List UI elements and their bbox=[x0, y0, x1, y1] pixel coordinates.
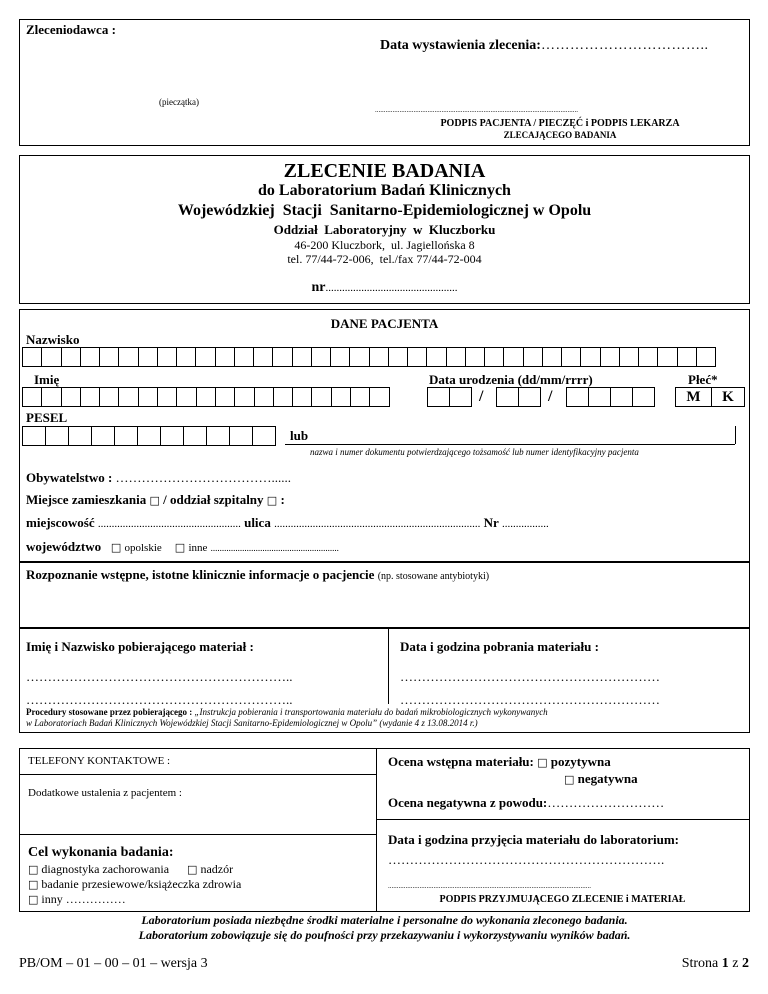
entry-cell[interactable] bbox=[254, 387, 274, 407]
entry-cell[interactable] bbox=[588, 387, 611, 407]
diagnosis-note: (np. stosowane antybiotyki) bbox=[377, 571, 490, 582]
signature-dots[interactable]: .................................................................................................................... bbox=[375, 106, 578, 114]
entry-cell[interactable] bbox=[369, 347, 389, 367]
supervision-label: nadzór bbox=[200, 862, 234, 876]
diagnosis-box[interactable] bbox=[19, 562, 750, 628]
negative-row bbox=[564, 771, 638, 787]
title-line2: do Laboratorium Badań Klinicznych bbox=[258, 182, 511, 199]
birth-year-cells[interactable] bbox=[566, 387, 654, 407]
entry-cell[interactable] bbox=[369, 387, 389, 407]
entry-cell[interactable] bbox=[446, 347, 466, 367]
house-nr-dots[interactable]: ................. bbox=[502, 518, 549, 530]
pesel-label: PESEL bbox=[26, 410, 68, 425]
entry-cell[interactable] bbox=[610, 387, 633, 407]
patient-box bbox=[19, 309, 750, 562]
sex-boxes[interactable] bbox=[675, 387, 745, 407]
entry-cell[interactable] bbox=[229, 426, 253, 446]
citizenship-dots[interactable]: ………………………………...... bbox=[115, 470, 292, 485]
phones-divider bbox=[20, 774, 376, 775]
entry-cell[interactable] bbox=[696, 347, 716, 367]
pesel-cells[interactable] bbox=[22, 426, 275, 446]
title-main: ZLECENIE BADANIA bbox=[283, 160, 486, 182]
footer-statement-2: Laboratorium zobowiązuje się do poufności przy przekazywaniu i wykorzystywaniu wyników badań. bbox=[138, 928, 631, 942]
entry-cell[interactable] bbox=[496, 387, 519, 407]
entry-cell[interactable] bbox=[542, 347, 562, 367]
entry-cell[interactable] bbox=[91, 426, 115, 446]
inne-checkbox[interactable]: □ bbox=[174, 541, 186, 554]
document-field-line[interactable] bbox=[285, 444, 735, 445]
entry-cell[interactable] bbox=[561, 347, 581, 367]
entry-cell[interactable] bbox=[677, 347, 697, 367]
entry-cell[interactable] bbox=[215, 387, 235, 407]
entry-cell[interactable] bbox=[292, 347, 312, 367]
entry-cell[interactable] bbox=[330, 347, 350, 367]
street-dots[interactable]: ........................................................................... bbox=[274, 518, 481, 530]
collector-dots-2[interactable]: …………………………………………………….. bbox=[26, 692, 293, 707]
entry-cell[interactable] bbox=[331, 387, 351, 407]
entry-cell[interactable] bbox=[234, 347, 254, 367]
surname-cells[interactable] bbox=[22, 347, 715, 367]
entry-cell[interactable] bbox=[80, 347, 100, 367]
inne-label: inne bbox=[188, 542, 208, 554]
signature-line2: ZLECAJĄCEGO BADANIA bbox=[503, 130, 617, 140]
residence-checkbox[interactable]: □ bbox=[149, 494, 160, 507]
entry-cell[interactable] bbox=[138, 387, 158, 407]
document-code: PB/OM – 01 – 00 – 01 – wersja 3 bbox=[19, 956, 208, 971]
entry-cell[interactable] bbox=[22, 426, 46, 446]
entry-cell[interactable] bbox=[426, 347, 446, 367]
order-number[interactable] bbox=[20, 280, 749, 296]
entry-cell[interactable] bbox=[215, 347, 235, 367]
citizenship-label: Obywatelstwo : bbox=[26, 470, 113, 485]
neg-reason-label: Ocena negatywna z powodu: bbox=[388, 795, 548, 810]
entry-cell[interactable] bbox=[638, 347, 658, 367]
birth-slash-1: / bbox=[479, 388, 484, 405]
entry-cell[interactable] bbox=[600, 347, 620, 367]
voivodeship-row bbox=[26, 539, 339, 555]
sex-m-option[interactable]: M bbox=[676, 388, 712, 406]
entry-cell[interactable] bbox=[632, 387, 655, 407]
diagnosis-heading bbox=[26, 567, 489, 583]
entry-cell[interactable] bbox=[253, 347, 273, 367]
signature-line1: PODPIS PACJENTA / PIECZĘĆ i PODPIS LEKARZA bbox=[440, 118, 680, 129]
citizenship[interactable] bbox=[26, 470, 291, 486]
ward-checkbox[interactable]: □ bbox=[266, 494, 278, 507]
issue-date-label: Data wystawienia zlecenia: bbox=[380, 38, 541, 53]
diagnostic-checkbox[interactable]: □ bbox=[28, 863, 39, 876]
order-number-dots[interactable]: ................................................ bbox=[325, 282, 458, 294]
entry-cell[interactable] bbox=[118, 387, 138, 407]
entry-cell[interactable] bbox=[183, 426, 207, 446]
procedures-bold: Procedury stosowane przez pobierającego : bbox=[26, 707, 193, 717]
page-mid: z bbox=[728, 956, 742, 971]
entry-cell[interactable] bbox=[350, 387, 370, 407]
entry-cell[interactable] bbox=[252, 426, 276, 446]
issue-date-dots[interactable]: …………………………….. bbox=[540, 38, 709, 53]
entry-cell[interactable] bbox=[388, 347, 408, 367]
other-label: inny bbox=[41, 892, 63, 906]
purpose-row1 bbox=[28, 862, 233, 877]
footer-statement-1: Laboratorium posiada niezbędne środki materialne i personalne do wykonania zleconego badania. bbox=[141, 913, 628, 927]
additional-label: Dodatkowe ustalenia z pacjentem : bbox=[28, 787, 182, 799]
title-phone: tel. 77/44-72-006, tel./fax 77/44-72-004 bbox=[287, 252, 482, 266]
other-checkbox[interactable]: □ bbox=[28, 893, 39, 906]
entry-cell[interactable] bbox=[118, 347, 138, 367]
entry-cell[interactable] bbox=[484, 347, 504, 367]
entry-cell[interactable] bbox=[273, 387, 293, 407]
sex-label: Płeć* bbox=[688, 372, 718, 387]
entry-cell[interactable] bbox=[114, 426, 138, 446]
supervision-checkbox[interactable]: □ bbox=[187, 863, 198, 876]
entry-cell[interactable] bbox=[157, 387, 177, 407]
negative-label: negatywna bbox=[577, 771, 638, 786]
residence-colon: : bbox=[280, 492, 285, 507]
entry-cell[interactable] bbox=[22, 387, 42, 407]
residence-row bbox=[26, 492, 285, 508]
receipt-label: Data i godzina przyjęcia materiału do laboratorium: bbox=[388, 832, 680, 847]
receiver-dots[interactable]: .................................................................................................................... bbox=[388, 882, 591, 890]
receiver-label: PODPIS PRZYJMUJĄCEGO ZLECENIE i MATERIAŁ bbox=[439, 894, 686, 905]
purpose-row2 bbox=[28, 877, 241, 892]
assessment-divider bbox=[376, 819, 749, 820]
neg-reason-dots[interactable]: ……………………… bbox=[547, 795, 665, 810]
inne-dots[interactable]: ......................................................... bbox=[210, 543, 339, 553]
entry-cell[interactable] bbox=[22, 347, 42, 367]
receipt-dots[interactable]: ………………………………………………………. bbox=[388, 852, 665, 867]
birth-label: Data urodzenia (dd/mm/rrrr) bbox=[429, 372, 593, 387]
positive-checkbox[interactable]: □ bbox=[537, 756, 548, 769]
surname-label: Nazwisko bbox=[26, 332, 80, 347]
document-field-end bbox=[735, 426, 736, 444]
entry-cell[interactable] bbox=[196, 387, 216, 407]
patient-section-title: DANE PACJENTA bbox=[330, 316, 439, 331]
entry-cell[interactable] bbox=[41, 347, 61, 367]
entry-cell[interactable] bbox=[99, 347, 119, 367]
opolskie-label: opolskie bbox=[124, 542, 162, 554]
issue-date[interactable] bbox=[380, 38, 708, 54]
sampling-box bbox=[19, 628, 750, 733]
sex-k-option[interactable]: K bbox=[722, 389, 734, 405]
lower-box bbox=[19, 748, 750, 912]
entry-cell[interactable] bbox=[311, 387, 331, 407]
title-line4: Oddział Laboratoryjny w Kluczborku bbox=[273, 222, 496, 237]
birth-day-cells[interactable] bbox=[427, 387, 471, 407]
birth-slash-2: / bbox=[548, 388, 553, 405]
phones-label: TELEFONY KONTAKTOWE : bbox=[28, 755, 171, 767]
entry-cell[interactable] bbox=[465, 347, 485, 367]
entry-cell[interactable] bbox=[138, 347, 158, 367]
stamp-label: (pieczątka) bbox=[159, 97, 199, 107]
entry-cell[interactable] bbox=[68, 426, 92, 446]
page-prefix: Strona bbox=[681, 956, 722, 971]
title-address: 46-200 Kluczbork, ul. Jagiellońska 8 bbox=[294, 238, 475, 252]
entry-cell[interactable] bbox=[206, 426, 230, 446]
entry-cell[interactable] bbox=[503, 347, 523, 367]
residence-label: Miejsce zamieszkania bbox=[26, 492, 147, 507]
title-box bbox=[19, 155, 750, 304]
screening-label: badanie przesiewowe/książeczka zdrowia bbox=[41, 877, 242, 891]
entry-cell[interactable] bbox=[99, 387, 119, 407]
entry-cell[interactable] bbox=[566, 387, 589, 407]
diagnostic-label: diagnostyka zachorowania bbox=[41, 862, 170, 876]
negative-checkbox[interactable]: □ bbox=[564, 773, 575, 786]
entry-cell[interactable] bbox=[234, 387, 254, 407]
sampling-date-dots-1[interactable]: …………………………………………………… bbox=[400, 669, 660, 684]
address-row bbox=[26, 515, 549, 531]
entry-cell[interactable] bbox=[619, 347, 639, 367]
page-current: 1 bbox=[721, 956, 729, 971]
entry-cell[interactable] bbox=[657, 347, 677, 367]
entry-cell[interactable] bbox=[272, 347, 292, 367]
house-nr-label: Nr bbox=[483, 515, 499, 530]
sampling-divider bbox=[388, 629, 389, 704]
town-label: miejscowość bbox=[26, 515, 95, 530]
entry-cell[interactable] bbox=[41, 387, 61, 407]
entry-cell[interactable] bbox=[449, 387, 472, 407]
opolskie-checkbox[interactable]: □ bbox=[110, 541, 122, 554]
collector-dots-1[interactable]: …………………………………………………….. bbox=[26, 669, 293, 684]
entry-cell[interactable] bbox=[349, 347, 369, 367]
assessment-row bbox=[388, 754, 611, 770]
name-cells[interactable] bbox=[22, 387, 389, 407]
document-note: nazwa i numer dokumentu potwierdzającego tożsamość lub numer identyfikacyjny pacjenta bbox=[310, 447, 639, 457]
entry-cell[interactable] bbox=[311, 347, 331, 367]
page-number bbox=[682, 956, 749, 972]
procedures-text2: w Laboratoriach Badań Klinicznych Wojewódzkiej Stacji Sanitarno-Epidemiologicznej w Opolu” (wydanie 4 z 13.08.2014 r.) bbox=[26, 718, 478, 728]
town-dots[interactable]: .................................................... bbox=[97, 518, 241, 530]
entry-cell[interactable] bbox=[176, 347, 196, 367]
screening-checkbox[interactable]: □ bbox=[28, 878, 39, 891]
entry-cell[interactable] bbox=[195, 347, 215, 367]
collector-label: Imię i Nazwisko pobierającego materiał : bbox=[26, 639, 254, 654]
entry-cell[interactable] bbox=[407, 347, 427, 367]
entry-cell[interactable] bbox=[61, 387, 81, 407]
neg-reason-row[interactable] bbox=[388, 795, 664, 811]
title-line3: Wojewódzkiej Stacji Sanitarno-Epidemiologicznej w Opolu bbox=[177, 202, 592, 219]
sampling-date-dots-2[interactable]: …………………………………………………… bbox=[400, 692, 660, 707]
birth-month-cells[interactable] bbox=[496, 387, 540, 407]
order-number-label: nr bbox=[311, 280, 326, 295]
entry-cell[interactable] bbox=[61, 347, 81, 367]
header-box bbox=[19, 19, 750, 146]
ward-label: / oddział szpitalny bbox=[163, 492, 264, 507]
diagnosis-label: Rozpoznanie wstępne, istotne klinicznie informacje o pacjencie bbox=[26, 567, 375, 582]
voivodeship-label: województwo bbox=[26, 539, 102, 554]
entry-cell[interactable] bbox=[80, 387, 100, 407]
name-label: Imię bbox=[34, 372, 60, 387]
street-label: ulica bbox=[244, 515, 271, 530]
lower-vertical-divider bbox=[376, 749, 377, 911]
purpose-row3 bbox=[28, 892, 126, 907]
entry-cell[interactable] bbox=[45, 426, 69, 446]
entry-cell[interactable] bbox=[292, 387, 312, 407]
positive-label: pozytywna bbox=[550, 754, 611, 769]
sampling-date-label: Data i godzina pobrania materiału : bbox=[400, 639, 599, 654]
or-label: lub bbox=[290, 428, 309, 443]
entry-cell[interactable] bbox=[157, 347, 177, 367]
entry-cell[interactable] bbox=[523, 347, 543, 367]
entry-cell[interactable] bbox=[580, 347, 600, 367]
additional-divider bbox=[20, 834, 376, 835]
purpose-title: Cel wykonania badania: bbox=[28, 845, 174, 860]
entry-cell[interactable] bbox=[176, 387, 196, 407]
ordering-label: Zleceniodawca : bbox=[26, 22, 116, 37]
assessment-label: Ocena wstępna materiału: bbox=[388, 754, 534, 769]
page-total: 2 bbox=[742, 956, 749, 971]
entry-cell[interactable] bbox=[160, 426, 184, 446]
entry-cell[interactable] bbox=[427, 387, 450, 407]
entry-cell[interactable] bbox=[518, 387, 541, 407]
procedures-text1: „Instrukcja pobierania i transportowania materiału do badań mikrobiologicznych wykonywanych bbox=[192, 707, 548, 717]
other-dots[interactable]: …………… bbox=[65, 892, 126, 906]
procedures-line1 bbox=[26, 707, 548, 717]
entry-cell[interactable] bbox=[137, 426, 161, 446]
